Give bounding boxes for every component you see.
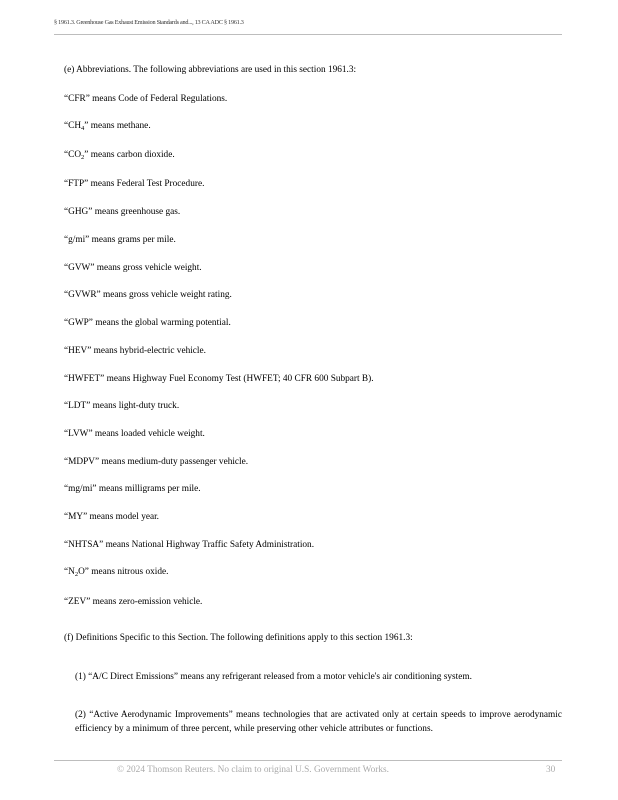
abbrev-text: “g/mi” means grams per mile. — [64, 235, 176, 245]
abbrev-text: “MDPV” means medium-duty passenger vehicle. — [64, 457, 249, 467]
abbrev-text: “LDT” means light-duty truck. — [64, 401, 180, 411]
subscript: 2 — [74, 571, 79, 578]
header-divider — [54, 34, 562, 35]
abbrev-text: “GVW” means gross vehicle weight. — [64, 263, 202, 273]
abbrev-text: “GHG” means greenhouse gas. — [64, 207, 181, 217]
running-header: § 1961.3. Greenhouse Gas Exhaust Emission Standards and..., 13 CA ADC § 1961.3 — [54, 19, 244, 26]
abbrev-text-rest: ” means methane. — [84, 121, 151, 131]
abbrev-mdpv — [64, 457, 248, 467]
abbrev-text: “NHTSA” means National Highway Traffic Safety Administration. — [64, 540, 315, 550]
abbrev-text: “LVW” means loaded vehicle weight. — [64, 429, 205, 439]
page-number: 30 — [546, 765, 556, 775]
abbrev-mg-mi — [64, 484, 201, 494]
footer-divider — [54, 760, 562, 761]
abbrev-g-mi — [64, 235, 176, 245]
abbrev-my — [64, 512, 159, 522]
abbrev-text: “HEV” means hybrid-electric vehicle. — [64, 346, 206, 356]
definition-active-aerodynamic-improvements: (2) “Active Aerodynamic Improvements” means technologies that are activated only at certain speeds to improve aerodynamic efficiency by a minimum of three percent, while preserving other vehicle attributes or functions. — [75, 710, 562, 734]
abbrev-gwp — [64, 318, 231, 328]
section-e-intro: (e) Abbreviations. The following abbreviations are used in this section 1961.3: — [64, 65, 357, 75]
footer-copyright: © 2024 Thomson Reuters. No claim to original U.S. Government Works. — [117, 765, 389, 775]
abbrev-text: “FTP” means Federal Test Procedure. — [64, 179, 205, 189]
abbrev-hev — [64, 346, 206, 356]
abbrev-ftp — [64, 179, 204, 189]
abbrev-cfr — [64, 94, 227, 104]
abbrev-gvw — [64, 263, 202, 273]
abbrev-text: “ZEV” means zero-emission vehicle. — [64, 597, 203, 607]
abbrev-lvw — [64, 429, 205, 439]
abbrev-ch4 — [64, 121, 151, 131]
abbrev-nhtsa — [64, 540, 314, 550]
subscript: 4 — [81, 125, 85, 132]
abbrev-text-rest: ” means carbon dioxide. — [84, 150, 175, 160]
abbrev-co2 — [64, 150, 175, 160]
abbrev-n2o — [64, 567, 168, 577]
abbrev-text: “CO — [64, 150, 82, 160]
section-f-intro: (f) Definitions Specific to this Section. The following definitions apply to this section 1961.3: — [64, 633, 413, 643]
definition-ac-direct-emissions: (1) “A/C Direct Emissions” means any refrigerant released from a motor vehicle's air conditioning system. — [75, 672, 472, 682]
abbrev-text-rest: O” means nitrous oxide. — [78, 567, 169, 577]
abbrev-text: “N — [64, 567, 75, 577]
abbrev-hwfet — [64, 374, 374, 384]
abbrev-text: “CFR” means Code of Federal Regulations. — [64, 94, 228, 104]
abbrev-ghg — [64, 207, 180, 217]
abbrev-zev — [64, 597, 202, 607]
abbrev-text: “MY” means model year. — [64, 512, 160, 522]
abbrev-ldt — [64, 401, 179, 411]
abbrev-text: “CH — [64, 121, 82, 131]
abbrev-text: “HWFET” means Highway Fuel Economy Test (HWFET; 40 CFR 600 Subpart B). — [64, 374, 374, 384]
abbrev-text: “GWP” means the global warming potential. — [64, 318, 231, 328]
abbrev-text: “mg/mi” means milligrams per mile. — [64, 484, 201, 494]
abbrev-text: “GVWR” means gross vehicle weight rating. — [64, 290, 232, 300]
subscript: 2 — [81, 154, 85, 161]
abbrev-gvwr — [64, 290, 232, 300]
